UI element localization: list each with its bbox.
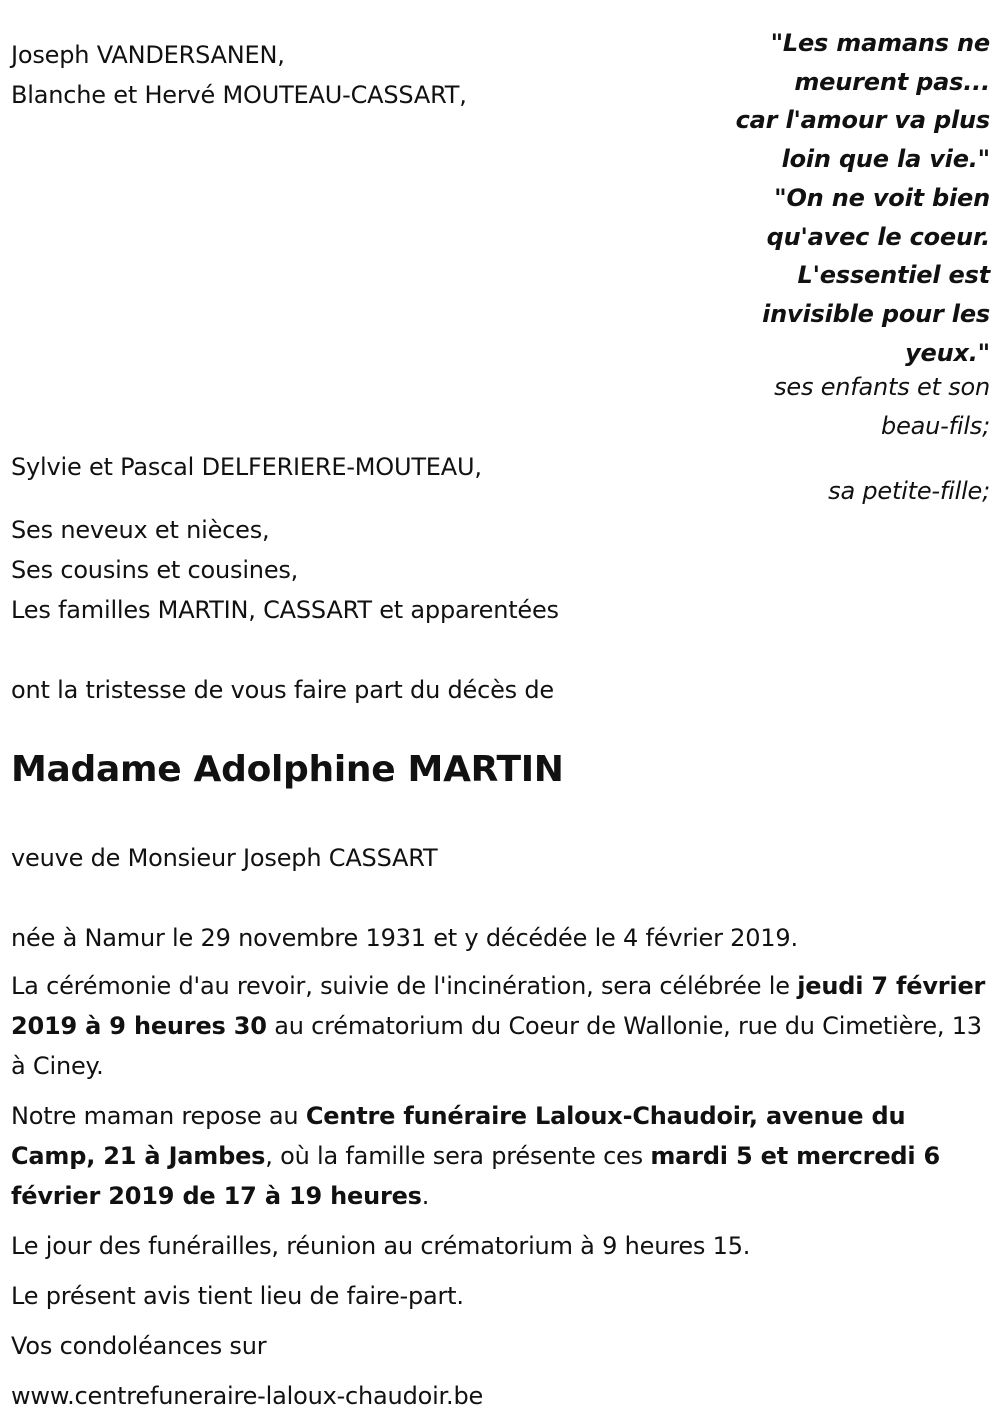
ceremony-date: jeudi 7 février 2019 à 9 heures 30: [11, 972, 986, 1040]
rest-text-end: .: [421, 1182, 430, 1210]
quote-line: "On ne voit bien: [774, 183, 990, 212]
children-label-1: ses enfants et son: [774, 373, 990, 401]
condolences-label: Vos condoléances sur: [11, 1332, 267, 1360]
rest-text-middle: , où la famille sera présente ces: [265, 1142, 651, 1170]
quote-block: [690, 24, 990, 372]
relatives-line-2: Ses cousins et cousines,: [11, 556, 299, 584]
granddaughter-name: Sylvie et Pascal DELFERIERE-MOUTEAU,: [11, 453, 482, 481]
quote-line: loin que la vie.": [781, 145, 990, 174]
family-member-2: Blanche et Hervé MOUTEAU-CASSART,: [11, 81, 467, 109]
notice-info: Le présent avis tient lieu de faire-part.: [11, 1282, 464, 1310]
quote-line: meurent pas...: [794, 67, 990, 96]
ceremony-paragraph: [11, 966, 986, 1086]
quote-line: invisible pour les: [762, 299, 990, 328]
quote-line: L'essentiel est: [797, 261, 990, 290]
rest-paragraph: [11, 1096, 986, 1216]
family-member-1: Joseph VANDERSANEN,: [11, 41, 285, 69]
quote-line: "Les mamans ne: [770, 29, 990, 57]
quote-line: yeux.": [905, 338, 990, 367]
quote-line: car l'amour va plus: [735, 106, 990, 135]
deceased-name: Madame Adolphine MARTIN: [11, 749, 564, 790]
announcement: ont la tristesse de vous faire part du décès de: [11, 676, 554, 704]
relatives-line-1: Ses neveux et nièces,: [11, 516, 270, 544]
meeting-info: Le jour des funérailles, réunion au crématorium à 9 heures 15.: [11, 1232, 751, 1260]
ceremony-location: au crématorium du Coeur de Wallonie, rue du Cimetière, 13 à Ciney.: [11, 1012, 982, 1080]
rest-dates: mardi 5 et mercredi 6 février 2019 de 17 à 19 heures: [11, 1142, 941, 1210]
birth-death-info: née à Namur le 29 novembre 1931 et y décédée le 4 février 2019.: [11, 924, 798, 952]
children-label-2: beau-fils;: [881, 412, 990, 440]
rest-text: Notre maman repose au: [11, 1102, 306, 1130]
website-link[interactable]: www.centrefuneraire-laloux-chaudoir.be: [11, 1382, 484, 1410]
rest-place: Centre funéraire Laloux-Chaudoir, avenue du Camp, 21 à Jambes: [11, 1102, 906, 1170]
widow-of: veuve de Monsieur Joseph CASSART: [11, 844, 438, 872]
relatives-line-3: Les familles MARTIN, CASSART et apparentées: [11, 596, 559, 624]
granddaughter-label: sa petite-fille;: [828, 477, 990, 505]
quote-line: qu'avec le coeur.: [766, 222, 990, 251]
ceremony-text: La cérémonie d'au revoir, suivie de l'incinération, sera célébrée le: [11, 972, 798, 1000]
